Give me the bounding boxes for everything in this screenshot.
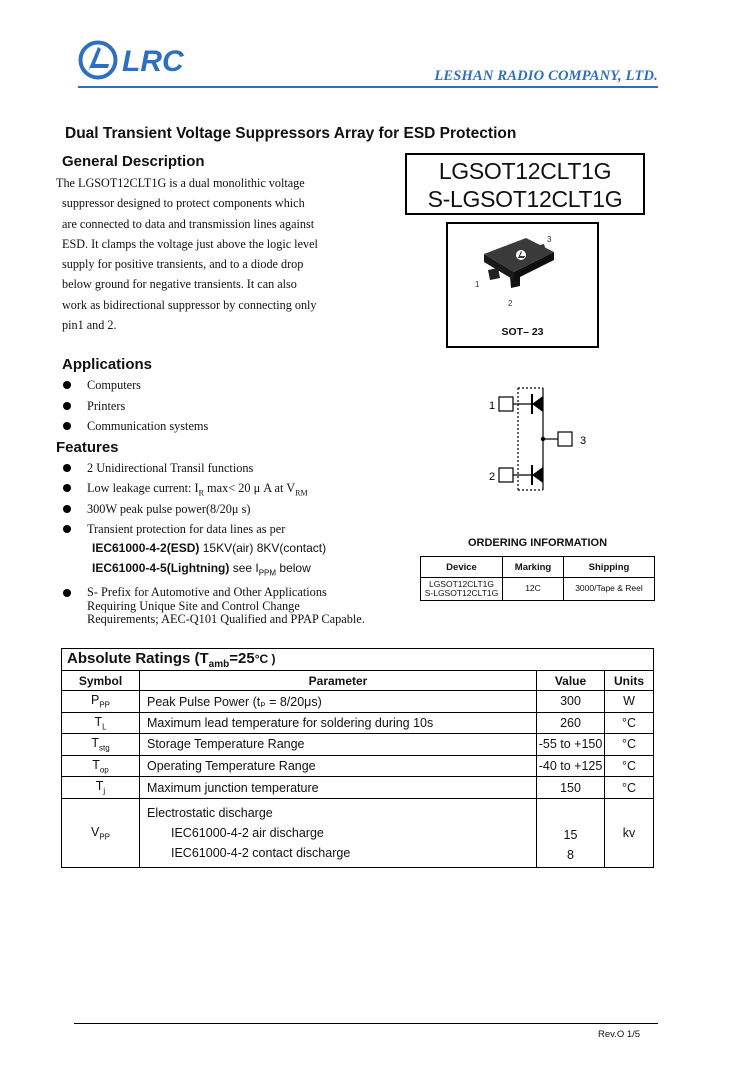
- parameter-cell: Maximum lead temperature for soldering during 10s: [140, 712, 537, 734]
- pkg-pin1-label: 1: [475, 280, 480, 289]
- value-cell: -40 to +125: [537, 755, 605, 777]
- package-label: SOT– 23: [501, 326, 544, 338]
- symbol: V: [90, 824, 100, 839]
- value-cell: -55 to +150: [537, 734, 605, 756]
- table-row: [62, 755, 654, 777]
- device-name: S-LGSOT12CLT1G: [424, 588, 499, 598]
- subscript: L: [102, 722, 107, 732]
- leakage-text: max< 20 μ A at V: [203, 481, 296, 496]
- unit-cell: °C: [605, 734, 654, 756]
- general-description-text: [56, 173, 337, 335]
- applications-heading: Applications: [62, 356, 153, 373]
- desc-line: ESD. It clamps the voltage just above the logic level: [62, 236, 318, 251]
- standard-detail: see I: [229, 561, 259, 575]
- symbol: T: [95, 779, 104, 794]
- schematic-pin1-label: 1: [489, 400, 496, 412]
- features-heading: Features: [56, 439, 119, 456]
- circuit-schematic: [484, 380, 594, 500]
- company-name: LESHAN RADIO COMPANY, LTD.: [434, 68, 658, 84]
- esd-air: IEC61000-4-2 air discharge: [171, 825, 324, 840]
- symbol-cell: [62, 734, 140, 756]
- desc-line: are connected to data and transmission lines against: [62, 216, 315, 231]
- unit-cell: °C: [605, 755, 654, 777]
- column-header: Value: [537, 671, 605, 691]
- pkg-pin2-label: 2: [508, 299, 513, 308]
- unit-cell: °C: [605, 712, 654, 734]
- table-caption-row: [62, 649, 654, 671]
- schematic-pin2-label: 2: [489, 471, 496, 483]
- column-header: Symbol: [62, 671, 140, 691]
- logo-text: LRC: [122, 45, 184, 78]
- table-header-row: [421, 557, 655, 578]
- package-image-box: [446, 222, 599, 348]
- subscript: amb: [208, 658, 230, 670]
- subscript: RM: [295, 488, 308, 498]
- table-caption: [62, 649, 654, 671]
- symbol-cell: [62, 798, 140, 867]
- revision-page: Rev.O 1/5: [598, 1029, 641, 1040]
- table-row: [421, 578, 655, 601]
- schematic-pin3-label: 3: [580, 435, 587, 447]
- list-item: Computers: [63, 375, 363, 396]
- list-item: 300W peak pulse power(8/20μ s): [63, 499, 393, 519]
- absolute-ratings-table: [61, 648, 654, 868]
- table-row: [62, 734, 654, 756]
- footer-divider: [74, 1023, 658, 1024]
- pkg-pin3-label: 3: [547, 235, 552, 244]
- device-name: LGSOT12CLT1G: [428, 578, 495, 589]
- standard-name: IEC61000-4-2(ESD): [92, 541, 200, 555]
- symbol-cell: [62, 691, 140, 713]
- applications-list: [63, 375, 363, 437]
- table-row: [62, 777, 654, 799]
- general-description-heading: General Description: [62, 153, 205, 170]
- standard-lightning: [92, 561, 311, 577]
- esd-contact: IEC61000-4-2 contact discharge: [171, 845, 351, 860]
- subscript: R: [198, 488, 204, 498]
- subscript: PP: [99, 700, 110, 710]
- list-item: [63, 478, 393, 498]
- shipping-cell: 3000/Tape & Reel: [564, 578, 655, 601]
- value-cell: 150: [537, 777, 605, 799]
- ordering-title: ORDERING INFORMATION: [467, 537, 608, 549]
- standard-name: IEC61000-4-5(Lightning): [92, 561, 230, 575]
- parameter-cell: [140, 798, 537, 867]
- desc-line: The LGSOT12CLT1G is a dual monolithic voltage: [56, 176, 305, 190]
- subscript: PP: [99, 832, 110, 842]
- desc-line: suppressor designed to protect components which: [62, 196, 305, 211]
- symbol: T: [91, 736, 99, 751]
- list-item: Printers: [63, 396, 363, 417]
- standard-detail: 15KV(air) 8KV(contact): [199, 541, 327, 555]
- list-item: Transient protection for data lines as per: [63, 519, 393, 539]
- subscript: stg: [98, 743, 110, 753]
- value-cell: [537, 798, 605, 867]
- unit-cell: °C: [605, 777, 654, 799]
- caption-text: °C ): [254, 651, 276, 666]
- table-row: [62, 691, 654, 713]
- feature-automotive: [63, 586, 403, 627]
- features-list: [63, 458, 393, 540]
- ordering-table: [420, 556, 655, 601]
- symbol: P: [90, 693, 100, 708]
- parameter-cell: Maximum junction temperature: [140, 777, 537, 799]
- parameter-cell: Operating Temperature Range: [140, 755, 537, 777]
- part-number-box: [405, 153, 645, 215]
- symbol-cell: [62, 777, 140, 799]
- caption-text: =25: [229, 649, 255, 667]
- table-row: [62, 798, 654, 867]
- symbol: T: [92, 757, 100, 772]
- table-row: [62, 712, 654, 734]
- part-number-automotive: S-LGSOT12CLT1G: [427, 186, 623, 212]
- desc-line: supply for positive transients, and to a diode drop: [62, 257, 304, 272]
- value-cell: 260: [537, 712, 605, 734]
- lrc-logo: [78, 38, 203, 82]
- unit-cell: kv: [605, 798, 654, 867]
- column-header: Shipping: [564, 557, 655, 578]
- list-item: 2 Unidirectional Transil functions: [63, 458, 393, 478]
- parameter-cell: Storage Temperature Range: [140, 734, 537, 756]
- device-cell: [421, 578, 503, 601]
- desc-line: work as bidirectional suppressor by connecting only: [62, 297, 317, 312]
- header-divider: [78, 86, 658, 88]
- bullet-icon: [63, 589, 71, 597]
- caption-text: Absolute Ratings (T: [67, 649, 209, 667]
- column-header: Units: [605, 671, 654, 691]
- table-header-row: [62, 671, 654, 691]
- marking-cell: 12C: [503, 578, 564, 601]
- symbol: T: [94, 714, 103, 729]
- symbol-cell: [62, 755, 140, 777]
- value-cell: 300: [537, 691, 605, 713]
- leakage-text: Low leakage current: I: [87, 481, 199, 496]
- symbol-cell: [62, 712, 140, 734]
- column-header: Parameter: [140, 671, 537, 691]
- feature-line: S- Prefix for Automotive and Other Applications: [87, 585, 327, 599]
- esd-contact-value: 8: [567, 847, 574, 862]
- esd-title: Electrostatic discharge: [147, 805, 273, 820]
- subscript: PPM: [258, 568, 277, 578]
- desc-line: below ground for negative transients. It can also: [62, 277, 297, 292]
- part-number: LGSOT12CLT1G: [438, 158, 612, 184]
- subscript: op: [99, 765, 109, 775]
- column-header: Marking: [503, 557, 564, 578]
- esd-air-value: 15: [563, 827, 578, 842]
- document-title: Dual Transient Voltage Suppressors Array for ESD Protection: [65, 125, 517, 142]
- list-item: Communication systems: [63, 416, 363, 437]
- feature-line: Requiring Unique Site and Control Change: [87, 598, 300, 613]
- unit-cell: W: [605, 691, 654, 713]
- standard-esd: [92, 541, 326, 555]
- feature-line: Requirements; AEC-Q101 Qualified and PPAP Capable.: [87, 612, 365, 627]
- column-header: Device: [421, 557, 503, 578]
- subscript: j: [103, 786, 106, 796]
- parameter-cell: Peak Pulse Power (tₚ = 8/20μs): [140, 691, 537, 713]
- standard-detail: below: [276, 561, 311, 575]
- desc-line: pin1 and 2.: [62, 318, 117, 333]
